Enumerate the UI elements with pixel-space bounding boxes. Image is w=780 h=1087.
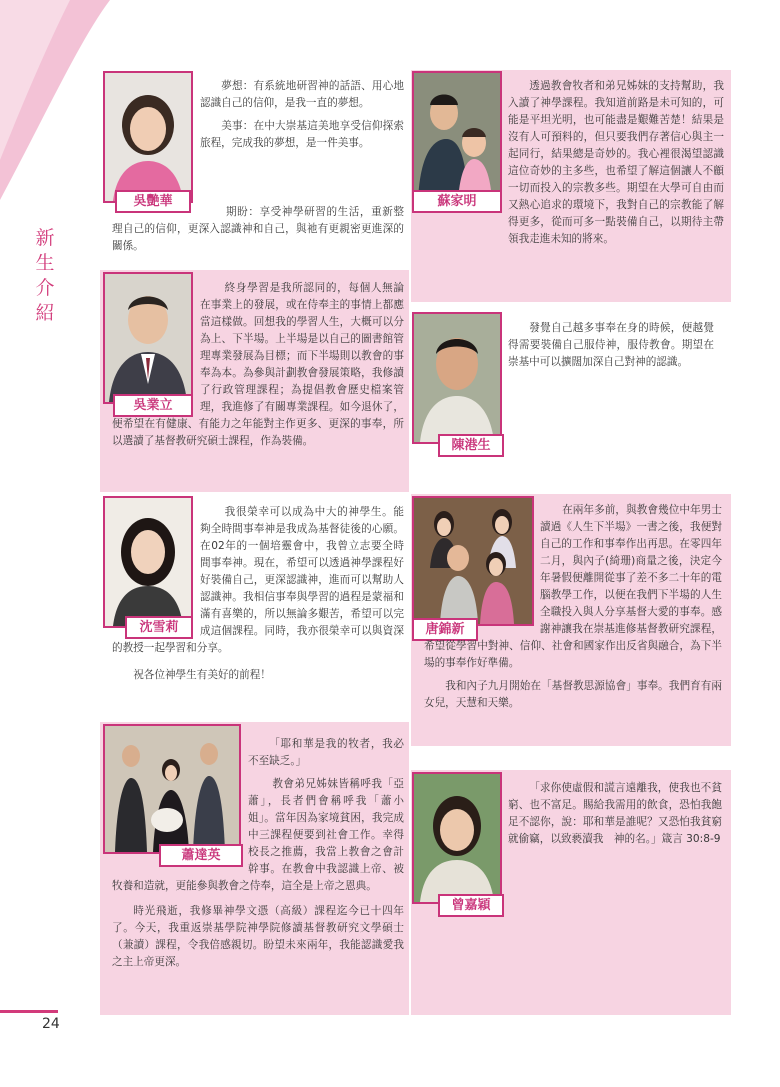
- page-number-rule: [0, 1010, 58, 1013]
- text-paragraph: 發覺自己越多事奉在身的時候，便越覺得需要裝備自己服侍神，服侍教會。期望在崇基中可以擴闊加深自己對神的認識。: [508, 322, 714, 368]
- text-wu-yanhua-bottom: [112, 204, 404, 255]
- float-spacer: [112, 280, 200, 416]
- name-tag-su-jiaming: 蘇家明: [412, 190, 502, 213]
- photo-wu-yanhua: [103, 71, 193, 203]
- name-tag-tang-jinxin: 唐錦新: [412, 618, 478, 641]
- photo-chen-gangsheng: [412, 312, 502, 444]
- text-paragraph: [508, 78, 724, 248]
- text-su-jiaming: [508, 78, 724, 245]
- text-paragraph: [112, 776, 404, 895]
- text-paragraph-content: 透過教會牧者和弟兄姊妹的支持幫助，我入讀了神學課程。我知道前路是未可知的，可能是平坦光明，也可能盡是艱難苦楚！結果是沒有人可預料的，但只要我們存著信心與主一起同行，結果總是奇妙的。我心裡很渴望認識這位奇妙的主多些，也希望了解這個讓人不顧一切而投入的宗教多些。期望在大學可自由而又熱心追求的環境下，我對自己的宗教能了解得更多，從而可多一點裝備自己，以期待主帶領我走進未知的將來。: [508, 80, 724, 245]
- page-number: 24: [42, 1016, 60, 1032]
- text-chen-gangsheng: [508, 320, 714, 371]
- portrait-icon: [105, 73, 191, 201]
- portrait-icon: [414, 314, 500, 442]
- text-paragraph-content: 教會弟兄姊妹皆稱呼我「亞蕭」，長者們會稱呼我「蕭小姐」。當年因為家境貧困，我完成中三課程便要到社會工作。幸得校長之推薦，我當上教會之會計幹事。在教會中我認識上帝、被牧養和造就，更能參與教會之侍奉，這全是上帝之恩典。: [112, 778, 404, 892]
- portrait-icon: [414, 73, 500, 201]
- text-paragraph: 美事：在中大崇基這美地享受信仰探索旅程，完成我的夢想，是一件美事。: [200, 120, 404, 149]
- float-spacer: [112, 504, 200, 640]
- text-paragraph: [424, 502, 722, 672]
- text-paragraph-content: 在兩年多前，與教會幾位中年男士讀過《人生下半場》一書之後，我便對自己的工作和事奉作出再思。在零四年二月，與內子(綺珊)商量之後，決定今年暑假便離開從事了差不多二十年的電腦教學工作，以便在我們下半場的人生全職投入與人分享基督大愛的事奉。感謝神讓我在崇基進修基督教研究課程，希望從學習中對神、信仰、社會和國家作出反省與融合，為下半場的事奉作好準備。: [424, 504, 722, 669]
- text-shen-xueli: [112, 504, 404, 684]
- photo-zeng-jiaying: [412, 772, 502, 904]
- text-wu-yeli: [112, 280, 404, 450]
- name-tag-wu-yanhua: 吳艷華: [115, 190, 191, 213]
- section-title: [34, 226, 56, 326]
- text-paragraph: 時光飛逝，我修畢神學文憑（高級）課程迄今已十四年了。今天，我重返崇基學院神學院修讀基督教研究文學碩士（兼讀）課程，令我倍感親切。盼望未來兩年，我能認識愛我之主上帝更深。: [112, 905, 404, 968]
- text-paragraph: 祝各位神學生有美好的前程！: [133, 669, 271, 681]
- name-tag-xiao-daying: 蕭達英: [159, 844, 243, 867]
- text-paragraph: 我和內子九月開始在「基督教思源協會」事奉。我們育有兩女兒，天慧和天樂。: [424, 680, 722, 709]
- text-paragraph: 「求你使虛假和謊言遠離我，使我也不貧窮、也不富足。賜給我需用的飲食，恐怕我飽足不認你，說：耶和華是誰呢？又恐怕我貧窮就偷竊，以致褻瀆我 神的名。」箴言 30:8-9: [508, 782, 722, 845]
- section-title-char: 生: [35, 252, 55, 274]
- photo-su-jiaming: [412, 71, 502, 203]
- text-paragraph: 夢想：有系統地研習神的話語、用心地認識自己的信仰，是我一直的夢想。: [200, 80, 404, 109]
- text-xiao-daying: [112, 736, 404, 971]
- name-tag-zeng-jiaying: 曾嘉穎: [438, 894, 504, 917]
- float-spacer: [112, 776, 248, 876]
- section-title-char: 介: [35, 277, 55, 299]
- portrait-icon: [414, 774, 500, 902]
- name-tag-wu-yeli: 吳業立: [113, 394, 193, 417]
- decorative-swoosh: [0, 0, 120, 220]
- text-paragraph: [112, 504, 404, 657]
- text-zeng-jiaying: [508, 780, 722, 848]
- text-paragraph: 「耶和華是我的牧者，我必不至缺乏。」: [248, 738, 404, 767]
- float-spacer: [424, 502, 540, 638]
- text-wu-yanhua-top: [200, 78, 404, 152]
- text-paragraph: [112, 280, 404, 450]
- text-paragraph: 期盼：享受神學研習的生活，重新整理自己的信仰，更深入認識神和自己，與祂有更親密更進深的關係。: [112, 206, 404, 252]
- name-tag-shen-xueli: 沈雪莉: [125, 616, 193, 639]
- text-tang-jinxin: [424, 502, 722, 712]
- name-tag-chen-gangsheng: 陳港生: [438, 434, 504, 457]
- text-paragraph-content: 終身學習是我所認同的，每個人無論在事業上的發展，或在侍奉主的事情上都應當這樣做。回想我的學習人生，大概可以分為上、下半場。上半場是以自己的圖書館管理專業發展為目標；而下半場則以教會的事奉為本。為參與計劃教會發展策略，我修讀了行政管理課程；為提倡教會歷史檔案管理，我進修了有關專業課程。如今退休了，便希望在有健康、有能力之年能對主作更多、更深的事奉，所以選讀了基督教研究碩士課程，作為裝備。: [112, 282, 404, 447]
- section-title-char: 紹: [35, 302, 55, 324]
- section-title-char: 新: [35, 227, 55, 249]
- text-paragraph-content: 我很榮幸可以成為中大的神學生。能夠全時間事奉神是我成為基督徒後的心願。在02年的一個培靈會中，我曾立志要全時間事奉神。現在，希望可以透過神學課程好好裝備自己，更深認識神，進而可以幫助人認識神。我相信事奉與學習的過程是蒙福和滿有喜樂的，所以無論多艱苦，希望可以完成這個課程。同時，我亦很榮幸可以與資深的教授一起學習和分享。: [112, 506, 404, 654]
